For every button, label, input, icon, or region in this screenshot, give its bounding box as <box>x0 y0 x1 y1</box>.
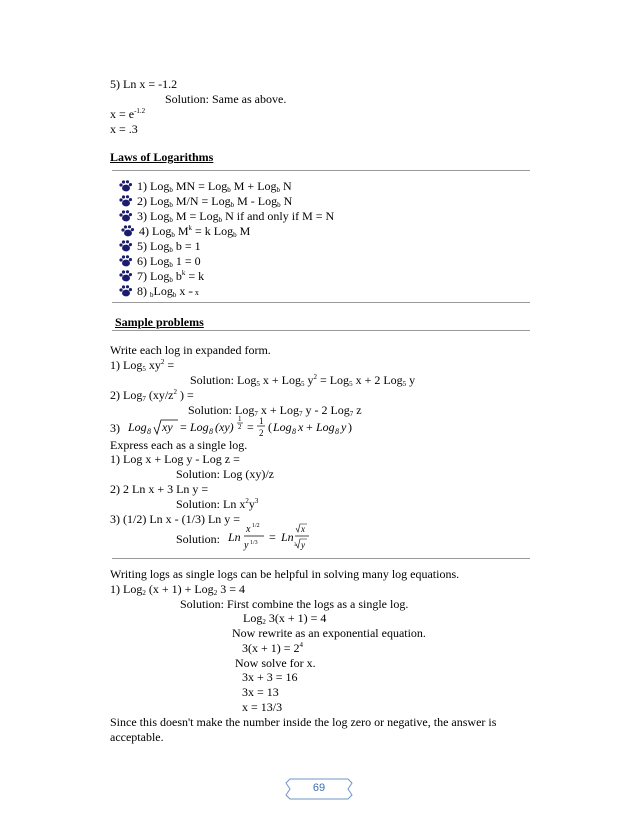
laws-bottom-divider <box>112 302 530 303</box>
svg-text:1: 1 <box>238 415 242 423</box>
svg-text:8: 8 <box>292 427 296 436</box>
law-item: 1) Log$_b$ MN = Log$_b$ M + Log$_b$ N <box>137 179 292 194</box>
svg-text:Ln: Ln <box>281 530 294 544</box>
law-item: 6) Log$_b$ 1 = 0 <box>137 254 201 269</box>
page-number: 69 <box>312 782 326 794</box>
svg-text:=: = <box>269 530 276 544</box>
single-problem-3: 3) (1/2) Ln x - (1/3) Ln y = <box>110 512 241 526</box>
problem-2-solution: Solution: Log$_7$ x + Log$_7$ y - 2 Log$_7$ z <box>188 403 362 418</box>
svg-text:=: = <box>247 420 254 434</box>
svg-text:Log: Log <box>128 420 147 434</box>
svg-text:y: y <box>301 540 305 550</box>
equations-divider <box>112 558 530 559</box>
svg-text:): ) <box>348 420 352 434</box>
equation-1: 1) Log$_2$ (x + 1) + Log$_2$ 3 = 4 <box>110 582 245 597</box>
paw-print-icon <box>118 195 132 207</box>
law-item: 8) $_b$Log$_b$ x = x <box>137 284 199 299</box>
svg-text:Ln: Ln <box>228 530 241 544</box>
svg-text:Log: Log <box>190 420 209 434</box>
equation-step-5: Now solve for x. <box>235 656 316 670</box>
single-problem-1: 1) Log x + Log y - Log z = <box>110 452 240 466</box>
equation-step-3: Now rewrite as an exponential equation. <box>232 626 426 640</box>
paw-print-icon <box>120 225 134 237</box>
problem-2: 2) Log$_7$ ($xy/z^2$ ) = <box>110 388 194 403</box>
svg-text:x: x <box>301 524 305 534</box>
ln-line1-base: x = e <box>110 107 135 121</box>
law-item: 3) Log$_b$ M = Log$_b$ N if and only if M = N <box>137 209 335 224</box>
law-item: 5) Log$_b$ b = 1 <box>137 239 201 254</box>
paw-print-icon <box>118 270 132 282</box>
svg-text:8: 8 <box>147 427 151 436</box>
problem-1-solution: Solution: Log$_5$ x + Log$_5$ $y^2 = Log_5$ x + 2 Log$_5$ y <box>190 373 416 388</box>
ln-line1-exp: -1.2 <box>134 107 146 115</box>
paw-print-icon <box>118 255 132 267</box>
single-problem-3-solution: Solution: <box>176 532 221 546</box>
equations-intro: Writing logs as single logs can be helpful in solving many log equations. <box>110 567 460 581</box>
paw-print-icon <box>118 285 132 297</box>
single-problem-2: 2) 2 Ln x + 3 Ln y = <box>110 482 209 496</box>
laws-heading: Laws of Logarithms <box>110 150 214 164</box>
svg-text:Log: Log <box>273 420 292 434</box>
svg-text:8: 8 <box>209 427 213 436</box>
expanded-intro: Write each log in expanded form. <box>110 343 271 357</box>
svg-text:+: + <box>306 420 313 434</box>
svg-text:1/2: 1/2 <box>252 523 260 529</box>
single-problem-2-solution: Solution: Ln $x^2y^3$ <box>176 497 259 511</box>
problem-3-formula <box>128 412 388 440</box>
svg-text:2: 2 <box>259 428 264 438</box>
equation-step-8: x = 13/3 <box>242 700 283 714</box>
laws-top-divider <box>112 170 530 171</box>
svg-text:1: 1 <box>259 416 264 426</box>
single-problem-1-solution: Solution: Log (xy)/z <box>176 467 274 481</box>
ln-example-item: 5) Ln x = -1.2 <box>110 77 178 91</box>
law-item: 2) Log$_b$ M/N = Log$_b$ M - Log$_b$ N <box>137 194 293 209</box>
sample-divider <box>112 330 530 331</box>
svg-text:8: 8 <box>335 427 339 436</box>
svg-text:x: x <box>298 420 304 434</box>
single-problem-3-formula <box>228 520 348 554</box>
svg-text:1/3: 1/3 <box>250 540 258 546</box>
law-item: 7) Log$_b$ $b^k = k$ <box>137 269 205 284</box>
equation-step-7: 3x = 13 <box>242 685 279 699</box>
equation-step-1: Solution: First combine the logs as a single log. <box>180 597 409 611</box>
equation-step-6: 3x + 3 = 16 <box>242 670 298 684</box>
paw-print-icon <box>118 180 132 192</box>
svg-text:2: 2 <box>238 423 242 431</box>
paw-print-icon <box>118 240 132 252</box>
svg-text:y: y <box>244 540 249 551</box>
ln-example-line2: x = .3 <box>110 122 138 136</box>
svg-text:3: 3 <box>294 543 297 548</box>
problem-1: 1) Log$_5$ $xy^2$ = <box>110 358 175 373</box>
svg-text:(xy): (xy) <box>215 420 234 434</box>
equation-step-4: $3(x + 1) = 2^4$ <box>242 641 304 655</box>
equation-step-2: Log$_2$ 3(x + 1) = 4 <box>243 611 327 626</box>
equations-conclusion-2: acceptable. <box>110 730 164 744</box>
law-item: 4) Log$_b$ $M^k = k$ Log$_b$ M <box>139 224 251 239</box>
svg-text:(: ( <box>268 420 272 434</box>
ln-example-line1 <box>110 107 145 121</box>
page-number-frame <box>284 777 354 801</box>
svg-text:x: x <box>246 524 251 535</box>
svg-text:y: y <box>341 420 347 434</box>
ln-example-solution: Solution: Same as above. <box>165 92 287 106</box>
svg-text:=: = <box>180 420 187 434</box>
sample-heading: Sample problems <box>115 315 204 329</box>
equations-conclusion-1: Since this doesn't make the number inside the log zero or negative, the answer is <box>110 715 497 729</box>
svg-text:Log: Log <box>316 420 335 434</box>
paw-print-icon <box>118 210 132 222</box>
single-log-intro: Express each as a single log. <box>110 438 248 452</box>
problem-3-label: 3) <box>110 421 120 435</box>
svg-text:xy: xy <box>162 420 173 434</box>
